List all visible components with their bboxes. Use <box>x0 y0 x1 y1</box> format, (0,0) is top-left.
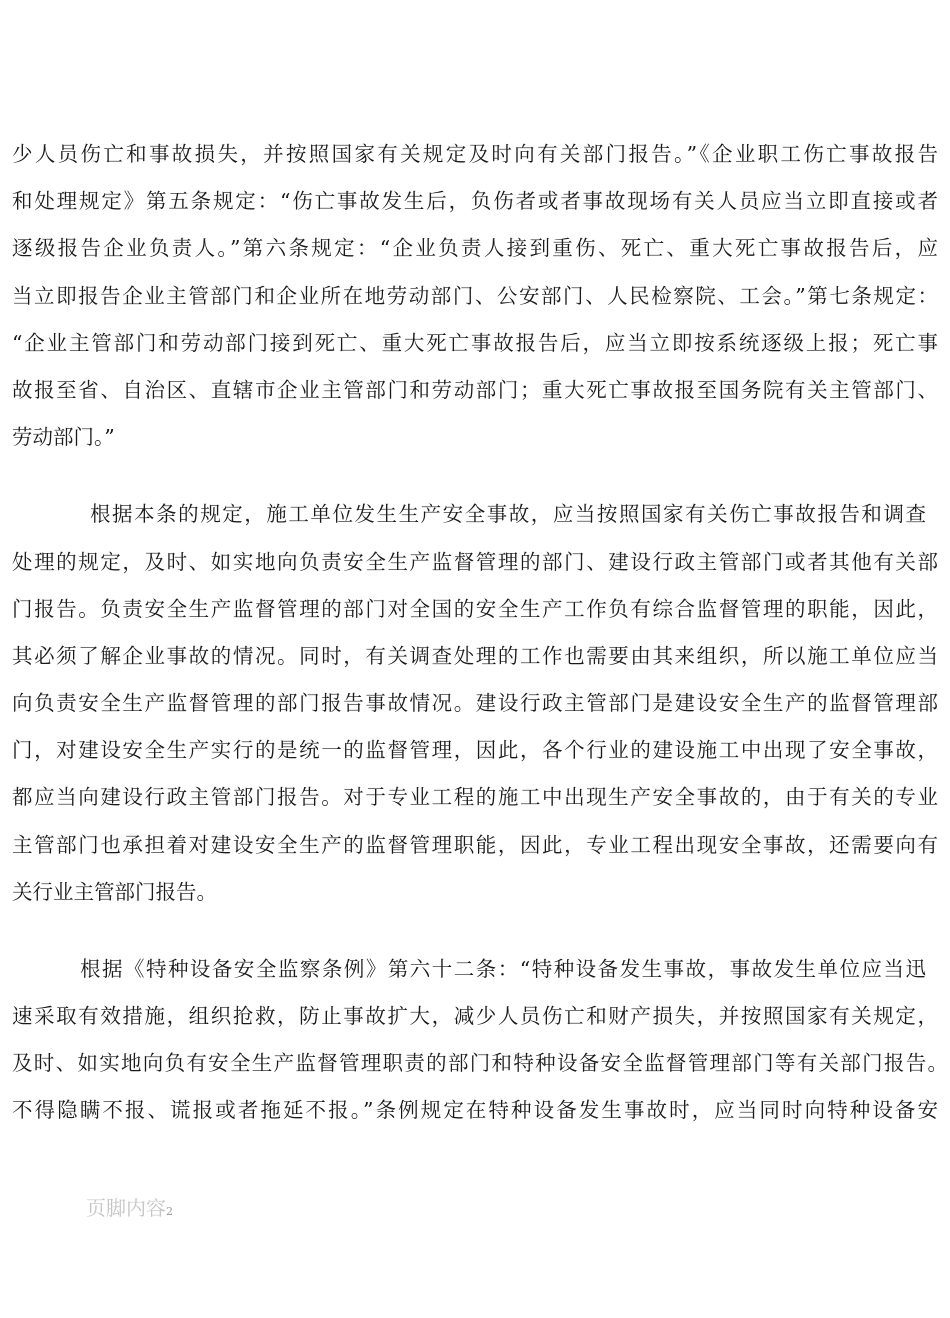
text-line: 逐级报告企业负责人。”第六条规定：“企业负责人接到重伤、死亡、重大死亡事故报告后，应 <box>12 236 938 260</box>
text-line: 处理的规定，及时、如实地向负责安全生产监督管理的部门、建设行政主管部门或者其他有关部 <box>12 550 938 574</box>
text-line: 不得隐瞒不报、谎报或者拖延不报。”条例规定在特种设备发生事故时，应当同时向特种设备安 <box>12 1098 938 1122</box>
text-line: 当立即报告企业主管部门和企业所在地劳动部门、公安部门、人民检察院、工会。”第七条规定： <box>12 284 938 308</box>
text-line: 根据本条的规定，施工单位发生生产安全事故，应当按照国家有关伤亡事故报告和调查 <box>90 502 926 526</box>
text-line: 故报至省、自治区、直辖市企业主管部门和劳动部门；重大死亡事故报至国务院有关主管部门、 <box>12 378 938 402</box>
text-line: 关行业主管部门报告。 <box>12 880 217 904</box>
text-line: 根据《特种设备安全监察条例》第六十二条：“特种设备发生事故，事故发生单位应当迅 <box>80 957 926 981</box>
text-line: 及时、如实地向负有安全生产监督管理职责的部门和特种设备安全监督管理部门等有关部门报告。 <box>12 1051 948 1075</box>
text-line: “企业主管部门和劳动部门接到死亡、重大死亡事故报告后，应当立即按系统逐级上报；死亡事 <box>12 331 938 355</box>
text-line: 门报告。负责安全生产监督管理的部门对全国的安全生产工作负有综合监督管理的职能，因此， <box>12 597 938 621</box>
text-line: 少人员伤亡和事故损失，并按照国家有关规定及时向有关部门报告。”《企业职工伤亡事故报告 <box>12 142 938 166</box>
text-line: 门，对建设安全生产实行的是统一的监督管理，因此，各个行业的建设施工中出现了安全事故， <box>12 738 938 762</box>
text-line: 主管部门也承担着对建设安全生产的监督管理职能，因此，专业工程出现安全事故，还需要向有 <box>12 833 938 857</box>
footer-text: 页脚内容 <box>86 1196 166 1220</box>
text-line: 其必须了解企业事故的情况。同时，有关调查处理的工作也需要由其来组织，所以施工单位应当 <box>12 644 938 668</box>
page-number: 2 <box>166 1205 173 1218</box>
text-line: 劳动部门。” <box>12 425 115 449</box>
text-line: 向负责安全生产监督管理的部门报告事故情况。建设行政主管部门是建设安全生产的监督管理部 <box>12 691 938 715</box>
page-footer <box>86 1192 173 1221</box>
text-line: 都应当向建设行政主管部门报告。对于专业工程的施工中出现生产安全事故的，由于有关的专业 <box>12 785 938 809</box>
text-line: 和处理规定》第五条规定：“伤亡事故发生后，负伤者或者事故现场有关人员应当立即直接或者 <box>12 189 938 213</box>
text-line: 速采取有效措施，组织抢救，防止事故扩大，减少人员伤亡和财产损失，并按照国家有关规定， <box>12 1004 938 1028</box>
